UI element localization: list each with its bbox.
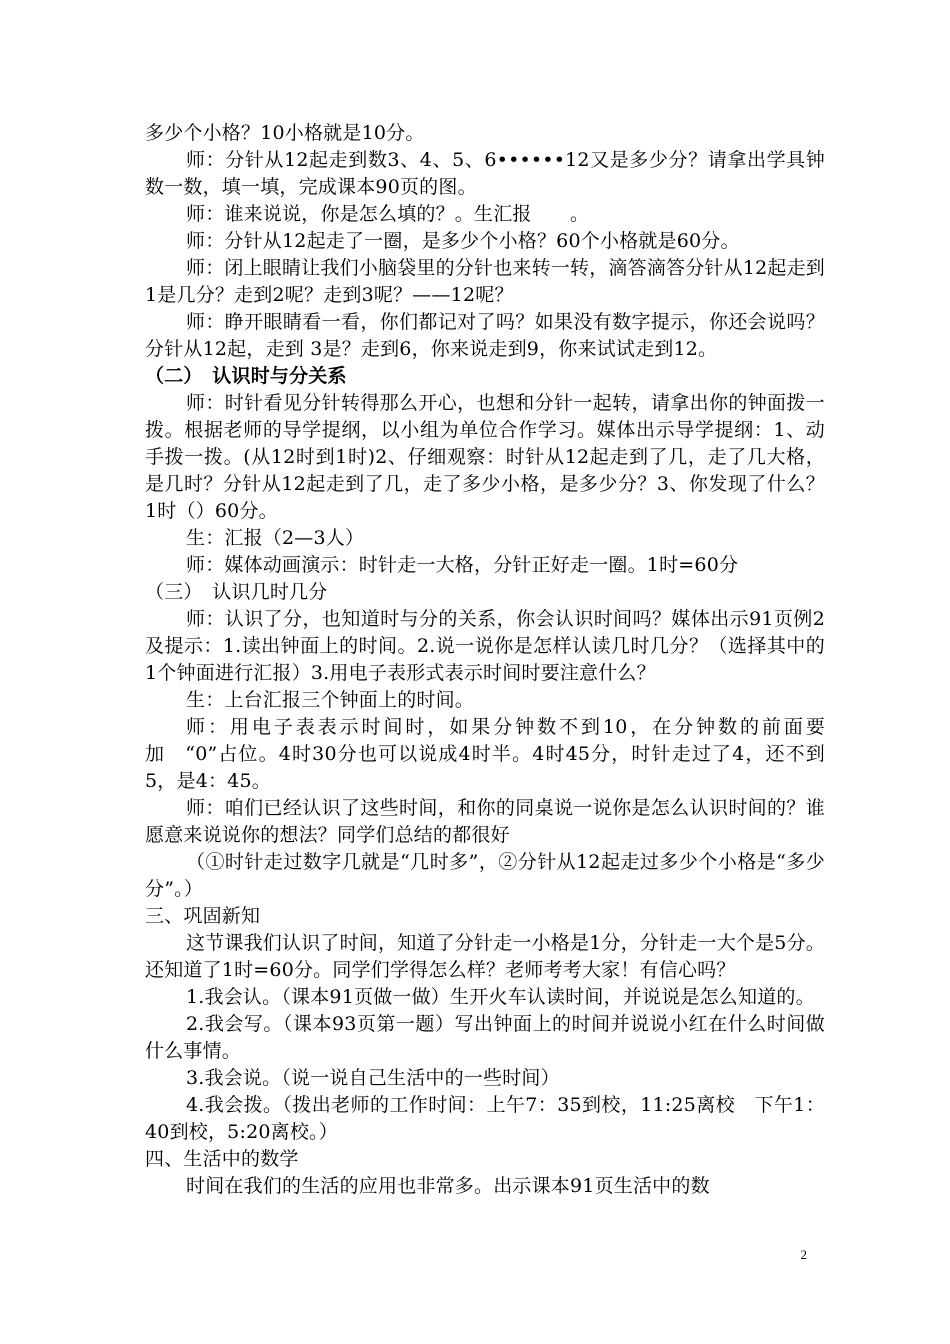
paragraph-12: 师：用电子表表示时间时，如果分钟数不到10，在分钟数的前面要加 “0”占位。4时30分也可以说成4时半。4时45分，时针走过了4，还不到5，是4：45。	[145, 716, 825, 792]
exercise-4: 4.我会拨。（拨出老师的工作时间：上午7：35到校，11:25离校 下午1：40到校，5:20离校。）	[145, 1094, 825, 1143]
section-heading-consolidate: 三、巩固新知	[145, 905, 261, 927]
exercise-1: 1.我会认。（课本91页做一做）生开火车认读时间，并说说是怎么知道的。	[186, 986, 815, 1008]
paragraph-13: 师：咱们已经认识了这些时间，和你的同桌说一说你是怎么认识时间的？谁愿意来说说你的想法？同学们总结的都很好	[145, 797, 825, 846]
paragraph-1: 多少个小格？10小格就是10分。	[145, 122, 425, 144]
document-body	[145, 120, 825, 1200]
paragraph-10: 师：认识了分，也知道时与分的关系，你会认识时间吗？媒体出示91页例2及提示：1.读出钟面上的时间。2.说一说你是怎样认读几时几分？（选择其中的1个钟面进行汇报）3.用电子表形式表示时间时要注意什么？	[145, 608, 825, 684]
paragraph-4: 师：分针从12起走了一圈，是多少个小格？60个小格就是60分。	[186, 230, 740, 252]
exercise-2: 2.我会写。（课本93页第一题）写出钟面上的时间并说说小红在什么时间做什么事情。	[145, 1013, 825, 1062]
paragraph-2: 师：分针从12起走到数3、4、5、6••••••12又是多少分？请拿出学具钟数一数，填一填，完成课本90页的图。	[145, 149, 825, 198]
paragraph-5: 师：闭上眼睛让我们小脑袋里的分针也来转一转，滴答滴答分针从12起走到1是几分？走到2呢？走到3呢？——12呢？	[145, 257, 825, 306]
paragraph-14: （①时针走过数字几就是“几时多”，②分针从12起走过多少个小格是“多少分”。）	[145, 851, 825, 900]
paragraph-9: 师：媒体动画演示：时针走一大格，分针正好走一圈。1时=60分	[186, 554, 739, 576]
paragraph-8: 生：汇报（2—3人）	[186, 527, 365, 549]
paragraph-3: 师：谁来说说，你是怎么填的？。生汇报 。	[186, 203, 590, 225]
paragraph-16: 时间在我们的生活的应用也非常多。出示课本91页生活中的数	[186, 1175, 710, 1197]
exercise-3: 3.我会说。（说一说自己生活中的一些时间）	[186, 1067, 560, 1089]
section-heading-life-math: 四、生活中的数学	[145, 1148, 299, 1170]
page-number: 2	[800, 1247, 807, 1262]
section-heading-2: （二） 认识时与分关系	[145, 365, 347, 387]
paragraph-6: 师：睁开眼睛看一看，你们都记对了吗？如果没有数字提示，你还会说吗？分针从12起，走到 3是？走到6，你来说走到9，你来试试走到12。	[145, 311, 825, 360]
paragraph-11: 生：上台汇报三个钟面上的时间。	[186, 689, 475, 711]
paragraph-7: 师：时针看见分针转得那么开心，也想和分针一起转，请拿出你的钟面拨一拨。根据老师的导学提纲，以小组为单位合作学习。媒体出示导学提纲：1、动手拨一拨。(从12时到1时)2、仔细观察：时针从12起走到了几，走了几大格，是几时？分针从12起走到了几，走了多少小格，是多少分？3、你发现了什么？1时（）60分。	[145, 392, 825, 522]
section-heading-3: （三） 认识几时几分	[145, 581, 328, 603]
paragraph-15: 这节课我们认识了时间，知道了分针走一小格是1分，分针走一大个是5分。还知道了1时=60分。同学们学得怎么样？老师考考大家！有信心吗？	[145, 932, 825, 981]
